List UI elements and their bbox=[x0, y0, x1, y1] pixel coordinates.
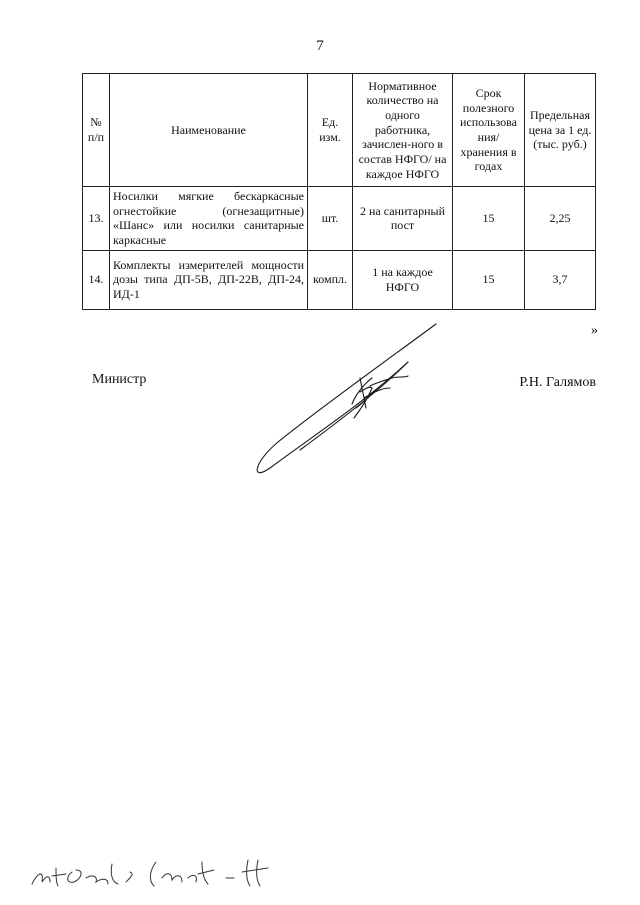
row-norm: 1 на каждое НФГО bbox=[353, 250, 453, 309]
handwritten-signature bbox=[240, 318, 470, 488]
header-num: № п/п bbox=[83, 74, 110, 187]
signatory-name: Р.Н. Галямов bbox=[519, 375, 596, 390]
row-unit: компл. bbox=[308, 250, 353, 309]
row-norm: 2 на санитарный пост bbox=[353, 187, 453, 251]
table-row bbox=[83, 250, 596, 309]
header-term: Срок полезного использова ния/ хранения в годах bbox=[453, 74, 525, 187]
table-header-row bbox=[83, 74, 596, 187]
header-norm: Нормативное количество на одного работника, зачислен-ного в состав НФГО/ на каждое НФГО bbox=[353, 74, 453, 187]
row-num: 14. bbox=[83, 250, 110, 309]
page-number: 7 bbox=[316, 38, 324, 54]
row-name: Комплекты измерителей мощности дозы типа ДП-5В, ДП-22В, ДП-24, ИД-1 bbox=[110, 250, 308, 309]
header-price: Предельная цена за 1 ед. (тыс. руб.) bbox=[525, 74, 596, 187]
equipment-table bbox=[82, 73, 596, 310]
table-row bbox=[83, 187, 596, 251]
row-term: 15 bbox=[453, 187, 525, 251]
row-name: Носилки мягкие бескаркасные огнестойкие (огнезащитные) «Шанс» или носилки санитарные каркасные bbox=[110, 187, 308, 251]
closing-quote: » bbox=[591, 323, 598, 338]
row-unit: шт. bbox=[308, 187, 353, 251]
row-term: 15 bbox=[453, 250, 525, 309]
row-num: 13. bbox=[83, 187, 110, 251]
header-unit: Ед. изм. bbox=[308, 74, 353, 187]
header-name: Наименование bbox=[110, 74, 308, 187]
signatory-title: Министр bbox=[92, 372, 147, 387]
row-price: 2,25 bbox=[525, 187, 596, 251]
row-price: 3,7 bbox=[525, 250, 596, 309]
handwritten-initials bbox=[26, 848, 276, 894]
